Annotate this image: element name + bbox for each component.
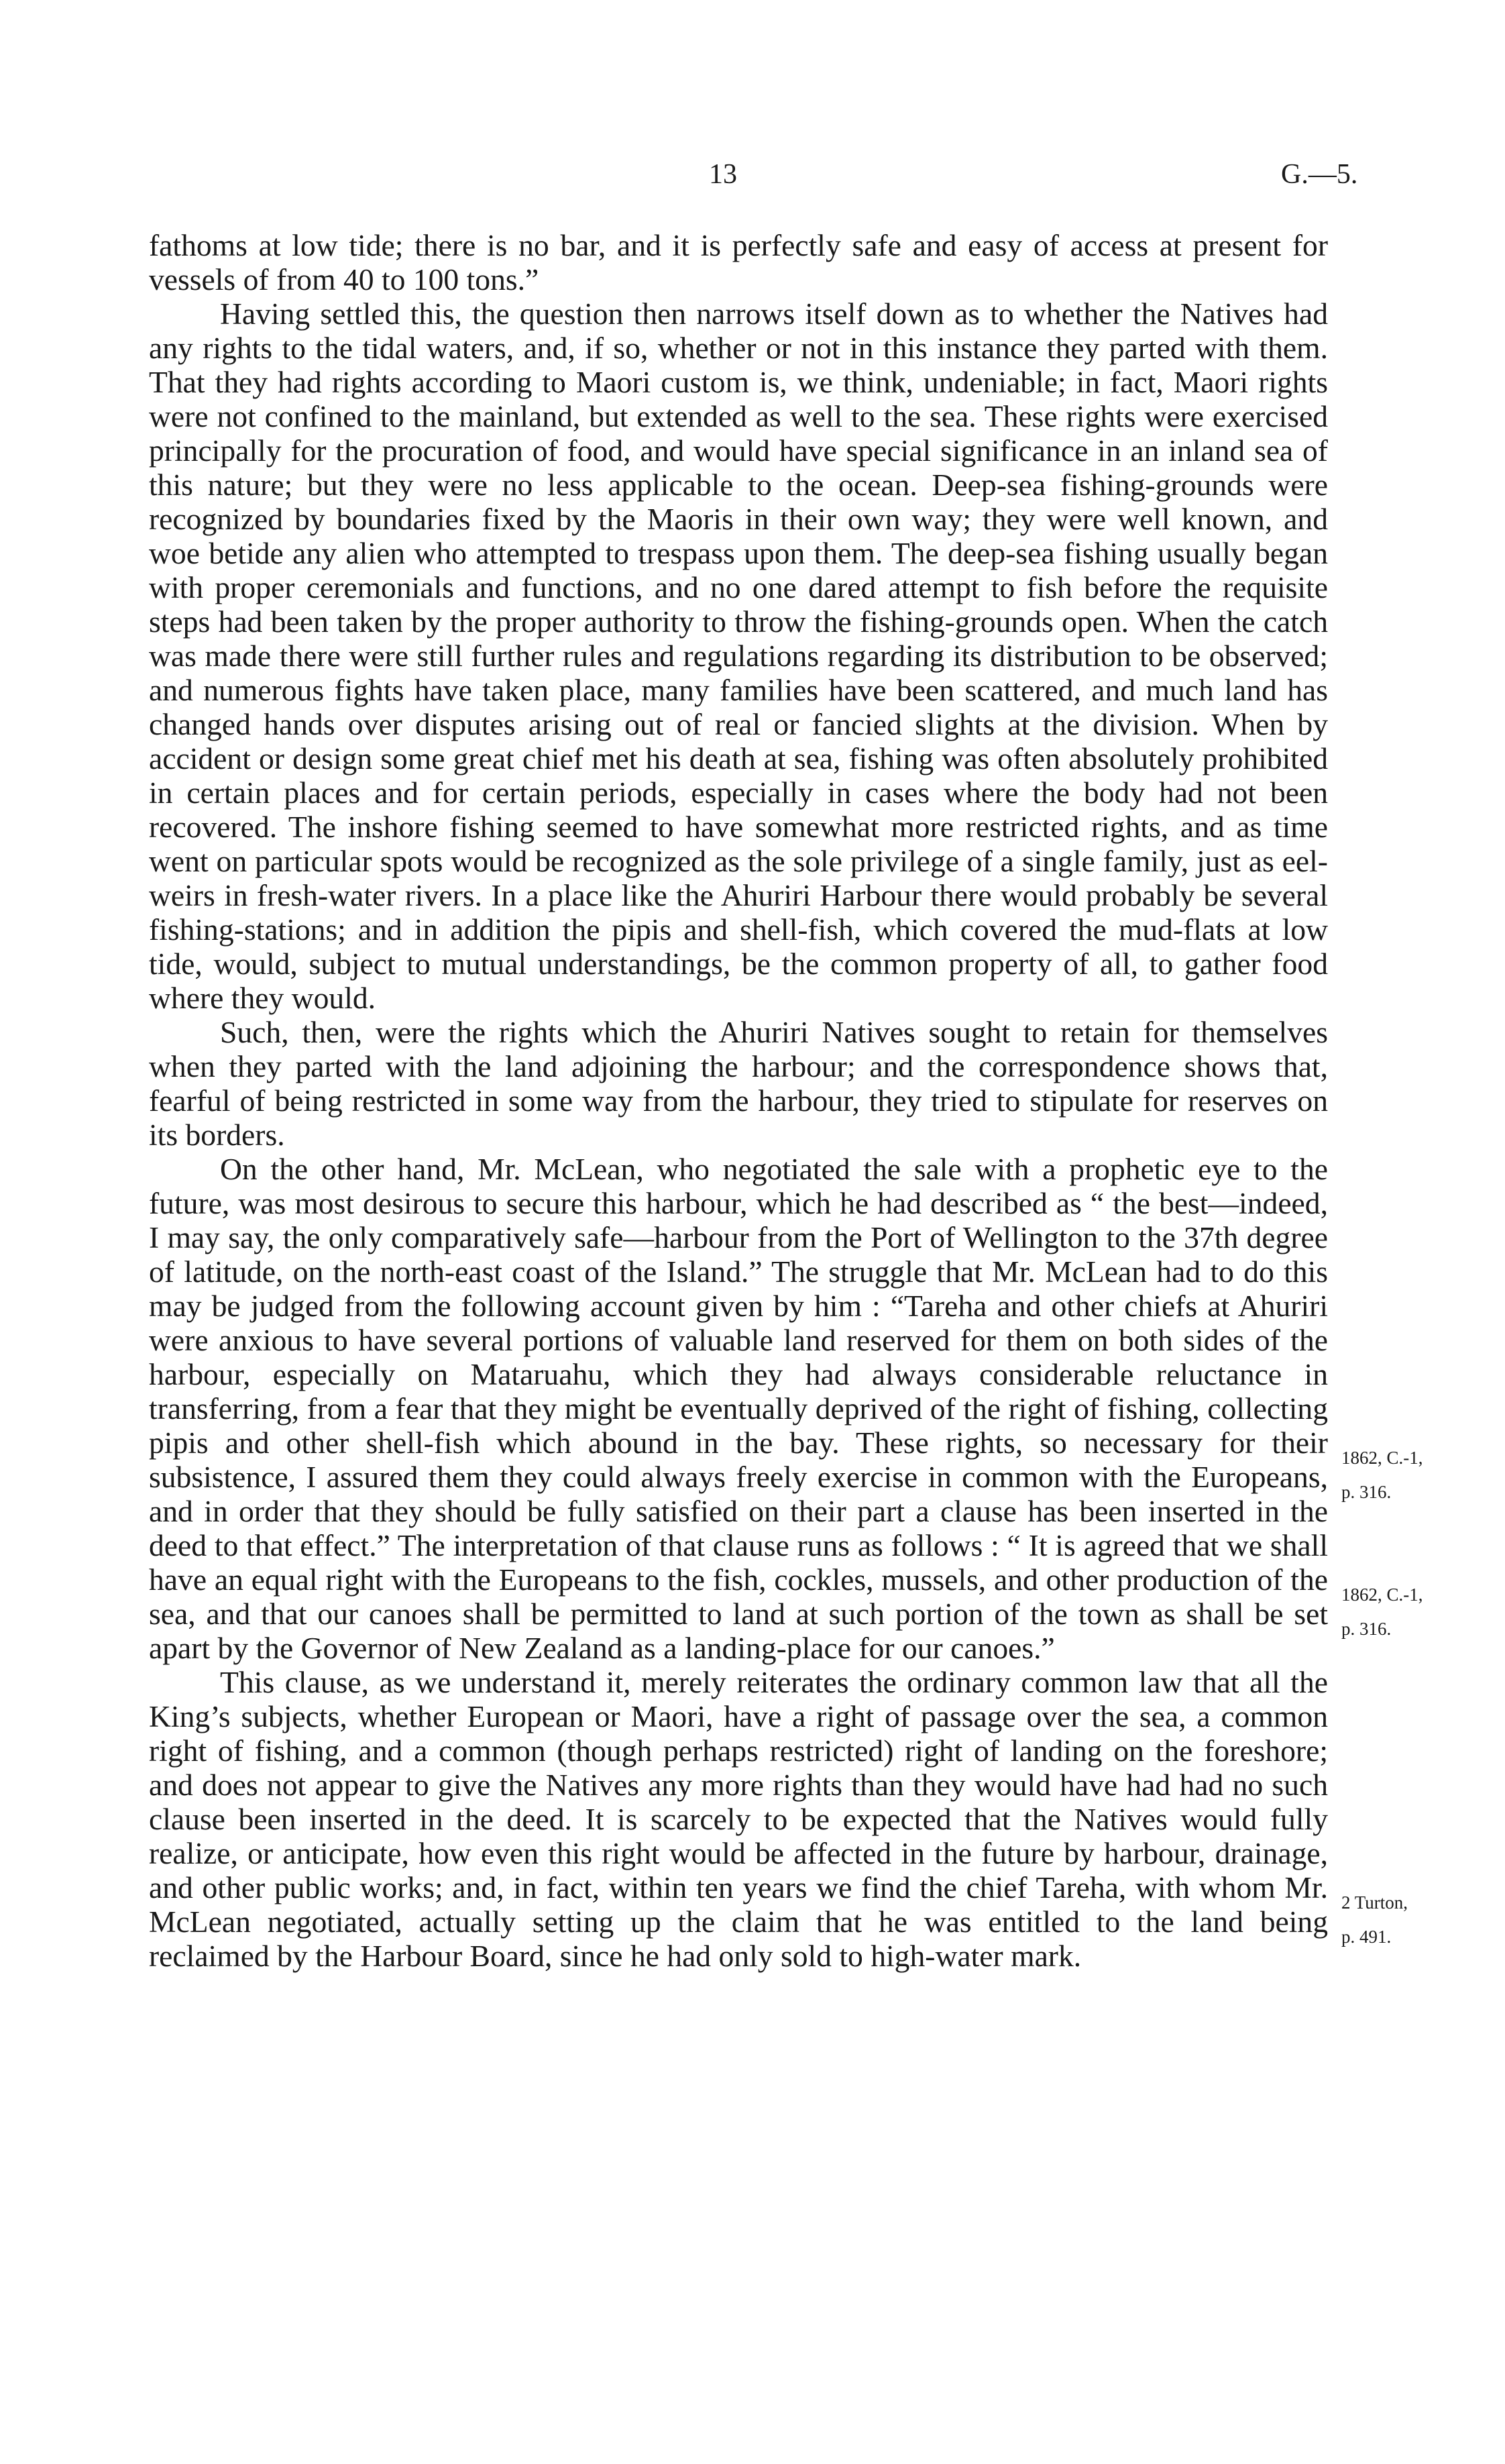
body-text — [149, 228, 1328, 1973]
paragraph: Such, then, were the rights which the Ahuriri Natives sought to retain for themselves when they parted with the land adjoining the harbour; and the correspondence shows that, fearful of being restricted in some way from the harbour, they tried to stipulate for reserves on its borders. — [149, 1015, 1328, 1152]
page-header — [0, 158, 1505, 205]
page-number: 13 — [709, 159, 737, 190]
paragraph: Having settled this, the question then narrows itself down as to whether the Natives had any rights to the tidal waters, and, if so, whether or not in this instance they parted with them. That they had rights according to Maori custom is, we think, undeniable; in fact, Maori rights were not confined to the mainland, but extended as well to the sea. These rights were exercised principally for the procuration of food, and would have special significance in an inland sea of this nature; but they were no less applicable to the ocean. Deep-sea fishing-grounds were recognized by boundaries fixed by the Maoris in their own way; they were well known, and woe betide any alien who attempted to trespass upon them. The deep-sea fishing usually began with proper ceremonials and functions, and no one dared attempt to fish before the requisite steps had been taken by the proper authority to throw the fishing-grounds open. When the catch was made there were still further rules and regulations regarding its distribution to be observed; and numerous fights have taken place, many families have been scattered, and much land has changed hands over disputes arising out of real or fancied slights at the division. When by accident or design some great chief met his death at sea, fishing was often absolutely prohibited in certain places and for certain periods, especially in cases where the body had not been recovered. The inshore fishing seemed to have somewhat more restricted rights, and as time went on particular spots would be recognized as the sole privilege of a single family, just as eel-weirs in fresh-water rivers. In a place like the Ahuriri Harbour there would probably be several fishing-stations; and in addition the pipis and shell-fish, which covered the mud-flats at low tide, would, subject to mutual understandings, be the common property of all, to gather food where they would. — [149, 297, 1328, 1015]
paragraph: fathoms at low tide; there is no bar, and it is perfectly safe and easy of access at present for vessels of from 40 to 100 tons.” — [149, 228, 1328, 297]
citation-line: p. 316. — [1341, 1619, 1392, 1639]
citation-line: p. 316. — [1341, 1482, 1392, 1502]
document-code: G.—5. — [1281, 159, 1358, 190]
citation-line: 1862, C.-1, — [1341, 1448, 1423, 1468]
marginal-citation — [1341, 1441, 1489, 1509]
marginal-citation — [1341, 1886, 1489, 1954]
paragraph: This clause, as we understand it, merely reiterates the ordinary common law that all the King’s subjects, whether European or Maori, have a right of passage over the sea, a common right of fishing, and a common (though perhaps restricted) right of landing on the foreshore; and does not appear to give the Natives any more rights than they would have had had no such clause been inserted in the deed. It is scarcely to be expected that the Natives would fully realize, or anticipate, how even this right would be affected in the future by harbour, drainage, and other public works; and, in fact, within ten years we find the chief Tareha, with whom Mr. McLean negotiated, actually setting up the claim that he was entitled to the land being reclaimed by the Harbour Board, since he had only sold to high-water mark. — [149, 1665, 1328, 1973]
citation-line: 2 Turton, — [1341, 1892, 1408, 1913]
paragraph: On the other hand, Mr. McLean, who negotiated the sale with a prophetic eye to the future, was most desirous to secure this harbour, which he had described as “ the best—indeed, I may say, the only comparatively safe—harbour from the Port of Wellington to the 37th degree of latitude, on the north-east coast of the Island.” The struggle that Mr. McLean had to do this may be judged from the following account given by him : “Tareha and other chiefs at Ahuriri were anxious to have several portions of valuable land reserved for them on both sides of the harbour, especially on Mataruahu, which they had always considerable reluctance in transferring, from a fear that they might be eventually deprived of the right of fishing, collecting pipis and other shell-fish which abound in the bay. These rights, so necessary for their subsistence, I assured them they could always freely exercise in common with the Europeans, and in order that they should be fully satisfied on their part a clause has been inserted in the deed to that effect.” The interpretation of that clause runs as follows : “ It is agreed that we shall have an equal right with the Europeans to the fish, cockles, mussels, and other production of the sea, and that our canoes shall be permitted to land at such portion of the town as shall be set apart by the Governor of New Zealand as a landing-place for our canoes.” — [149, 1152, 1328, 1665]
marginal-citation — [1341, 1578, 1489, 1646]
citation-line: p. 491. — [1341, 1927, 1392, 1947]
citation-line: 1862, C.-1, — [1341, 1585, 1423, 1605]
